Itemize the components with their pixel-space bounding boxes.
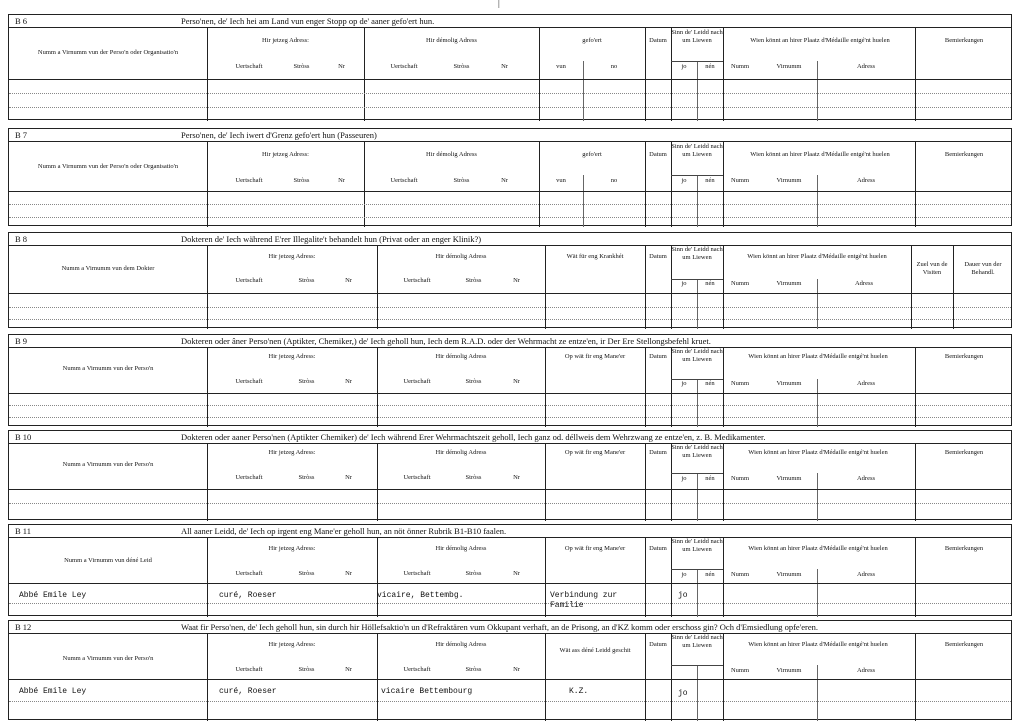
entry-wat-ass: K.Z.	[569, 687, 589, 696]
col-wien: Wien könnt an hirer Plaatz d'Médaille entgé'nt huelen	[750, 151, 890, 158]
col-wien: Wien könnt an hirer Plaatz d'Médaille entgé'nt huelen	[748, 545, 888, 552]
col-hir-adress: Hir jetzeg Adress:	[268, 545, 316, 552]
col-wien: Wien könnt an hirer Plaatz d'Médaille entgé'nt huelen	[750, 37, 890, 44]
col-name: Numm a Virnumm vun der Perso'n	[62, 655, 154, 662]
col-name: Numm a Virnumm vun der Perso'n	[62, 365, 154, 372]
col-hir-demolig: Hir démolig Adress	[426, 37, 477, 44]
section-code: B 9	[15, 336, 28, 346]
col-maneier: Op wät fir eng Mane'er	[564, 353, 626, 360]
col-vun: vun	[556, 63, 566, 70]
col-virnumm: Virnumm	[776, 63, 802, 70]
col-uertschaft: Uertschaft	[235, 666, 263, 673]
col-uertschaft: Uertschaft	[403, 378, 431, 385]
entry-name: Abbé Emile Ley	[19, 591, 87, 600]
entry-jo: jo	[678, 689, 688, 698]
col-adress: Adress	[856, 63, 876, 70]
col-nr: Nr	[338, 177, 345, 184]
col-hir-demolig: Hir démolig Adress	[435, 253, 487, 260]
col-adress: Adress	[856, 571, 876, 578]
section-code: B 8	[15, 234, 28, 244]
col-adress: Adress	[854, 280, 874, 287]
section-bar	[9, 525, 1011, 538]
col-sinn: Sinn de' Leidd nach um Liewen	[671, 348, 723, 363]
col-hir-demolig: Hir démolig Adress	[426, 151, 477, 158]
col-numm: Numm	[730, 475, 750, 482]
col-adress: Adress	[856, 380, 876, 387]
entry-jo: jo	[678, 591, 688, 600]
col-numm: Numm	[730, 63, 750, 70]
col-uertschaft: Uertschaft	[235, 378, 263, 385]
section-title: Dokteren de' Iech während E'rer Illegalite't behandelt hun (Privat oder an enger Klinik?)	[181, 234, 482, 244]
section-code: B 12	[15, 622, 32, 632]
col-numm: Numm	[730, 177, 750, 184]
col-adress: Adress	[856, 475, 876, 482]
col-nen: nén	[705, 63, 715, 70]
col-nr: Nr	[513, 570, 520, 577]
col-uertschaft: Uertschaft	[235, 570, 263, 577]
col-adress: Adress	[856, 177, 876, 184]
col-uertschaft: Uertschaft	[235, 177, 263, 184]
col-virnumm: Virnumm	[776, 475, 802, 482]
col-datum: Datum	[649, 37, 667, 44]
col-hir-adress: Hir jetzeg Adress:	[268, 641, 316, 648]
col-jo: jo	[681, 177, 687, 184]
col-nr: Nr	[513, 378, 520, 385]
col-stross: Stròss	[465, 666, 482, 673]
col-nen: nén	[705, 280, 715, 287]
col-stross: Stròss	[298, 277, 315, 284]
col-sinn: Sinn de' Leidd nach um Liewen	[671, 634, 723, 649]
col-hir-adress: Hir jetzeg Adress:	[268, 253, 316, 260]
col-hir-adress: Hir jetzeg Adress:	[268, 449, 316, 456]
section-title: Perso'nen, de' Iech hei am Land vun enger Stopp op de' aaner gefo'ert hun.	[181, 16, 435, 26]
col-name: Numm a Virnumm vun der Perso'n oder Organisatio'n	[37, 49, 179, 56]
entry-hir-demolig: vicaire, Bettembg.	[377, 591, 464, 600]
col-wien: Wien könnt an hirer Plaatz d'Médaille entgé'nt huelen	[748, 449, 888, 456]
col-bemierkungen: Bemierkungen	[944, 353, 984, 360]
col-virnumm: Virnumm	[776, 380, 802, 387]
section-bar	[9, 335, 1011, 348]
section-title: Dokteren oder aaner Perso'nen (Aptikter Chemiker) de' Iech während Erer Wehrmachtszeit geholl, Iech ganz od. déllweis dem Wehrzwang ze entze'en, z. B. Medikamenter.	[181, 432, 766, 442]
section-b7	[8, 128, 1012, 226]
col-wien: Wien könnt an hirer Plaatz d'Médaille entgé'nt huelen	[748, 641, 888, 648]
col-bemierkungen: Bemierkungen	[944, 545, 984, 552]
col-jo: jo	[681, 63, 687, 70]
col-no: no	[610, 63, 618, 70]
col-nen: nén	[705, 177, 715, 184]
col-sinn: Sinn de' Leidd nach um Liewen	[671, 246, 723, 261]
col-uertschaft: Uertschaft	[390, 63, 418, 70]
col-name: Numm a Virnumm vun dem Dokter	[61, 265, 155, 272]
col-stross: Stròss	[465, 570, 482, 577]
col-nen: nén	[705, 571, 715, 578]
col-uertschaft: Uertschaft	[235, 277, 263, 284]
section-title: Dokteren oder âner Perso'nen (Aptikter, Chemiker,) de' Iech geholl hun, Iech dem R.A.D. oder der Wehrmacht ze entze'en, ir Der Ere Stellongsbefehl kruet.	[181, 336, 711, 346]
entry-hir-demolig: vicaire Bettembourg	[381, 687, 473, 696]
col-uertschaft: Uertschaft	[403, 666, 431, 673]
section-code: B 7	[15, 130, 28, 140]
col-jo: jo	[681, 280, 687, 287]
col-datum: Datum	[649, 353, 667, 360]
col-krankhet: Wät für eng Krankhét	[566, 253, 624, 260]
section-bar	[9, 431, 1011, 444]
col-nen: nén	[705, 380, 715, 387]
col-bemierkungen: Bemierkungen	[944, 151, 984, 158]
col-hir-demolig: Hir démolig Adress	[435, 449, 487, 456]
col-stross: Stròss	[465, 378, 482, 385]
col-stross: Stròss	[465, 277, 482, 284]
col-datum: Datum	[649, 545, 667, 552]
col-nr: Nr	[345, 277, 352, 284]
col-datum: Datum	[649, 641, 667, 648]
col-datum: Datum	[649, 449, 667, 456]
col-stross: Stròss	[465, 474, 482, 481]
entry-name: Abbé Emile Ley	[19, 687, 87, 696]
col-jo: jo	[681, 571, 687, 578]
col-nr: Nr	[501, 63, 508, 70]
col-vun: vun	[556, 177, 566, 184]
section-title: Waat fir Perso'nen, de' Iech geholl hun, sin durch hir Höllefsaktio'n un d'Refraktären vum Okkupant verhaft, an de Prisong, an d'KZ komm oder erschoss gin? Och d'Emsiedlung opfe'eren.	[181, 622, 818, 632]
col-nr: Nr	[513, 666, 520, 673]
col-uertschaft: Uertschaft	[403, 474, 431, 481]
col-numm: Numm	[730, 667, 750, 674]
col-bemierkungen: Bemierkungen	[944, 37, 984, 44]
col-stross: Stròss	[298, 378, 315, 385]
col-name: Numm a Virnumm vun der Perso'n oder Organisatio'n	[37, 163, 179, 170]
col-hir-adress: Hir jetzeg Adress:	[262, 37, 309, 44]
section-b9	[8, 334, 1012, 426]
col-datum: Datum	[649, 253, 667, 260]
col-stross: Stròss	[453, 177, 470, 184]
col-hir-demolig: Hir démolig Adress	[435, 545, 487, 552]
col-nr: Nr	[345, 378, 352, 385]
col-stross: Stròss	[298, 570, 315, 577]
col-nr: Nr	[338, 63, 345, 70]
col-uertschaft: Uertschaft	[390, 177, 418, 184]
col-sinn: Sinn de' Leidd nach um Liewen	[671, 143, 723, 158]
col-stross: Stròss	[298, 666, 315, 673]
section-bar	[9, 233, 1011, 246]
col-nr: Nr	[513, 474, 520, 481]
col-no: no	[610, 177, 618, 184]
col-virnumm: Virnumm	[776, 667, 802, 674]
col-stross: Stròss	[298, 474, 315, 481]
col-stross: Stròss	[293, 63, 310, 70]
col-sinn: Sinn de' Leidd nach um Liewen	[671, 444, 723, 459]
col-jo: jo	[681, 380, 687, 387]
section-bar	[9, 621, 1011, 634]
col-nen: nén	[705, 475, 715, 482]
col-hir-demolig: Hir démolig Adress	[435, 641, 487, 648]
col-wien: Wien könnt an hirer Plaatz d'Médaille entgé'nt huelen	[748, 353, 888, 360]
col-maneier: Op wät fir eng Mane'er	[564, 449, 626, 456]
col-name: Numm a Virnumm vun der Perso'n	[62, 461, 154, 468]
col-gefoert: gefo'ert	[582, 151, 602, 158]
col-jo: jo	[681, 475, 687, 482]
col-numm: Numm	[730, 571, 750, 578]
col-zuel: Zuel vun de Visiten	[916, 261, 948, 276]
section-b12	[8, 620, 1012, 720]
section-title: All aaner Leidd, de' Iech op irgent eng Mane'er geholl hun, an nöt önner Rubrik B1-B10 faalen.	[181, 526, 507, 536]
section-title: Perso'nen, de' Iech iwert d'Grenz gefo'ert hun (Passeuren)	[181, 130, 377, 140]
col-wat-ass: Wät ass déné Leidd geschit	[559, 647, 631, 654]
col-hir-demolig: Hir démolig Adress	[435, 353, 487, 360]
col-uertschaft: Uertschaft	[235, 474, 263, 481]
col-name: Numm a Virnumm vun déné Leid	[64, 557, 152, 564]
col-nr: Nr	[345, 474, 352, 481]
section-code: B 11	[15, 526, 31, 536]
col-uertschaft: Uertschaft	[235, 63, 263, 70]
col-uertschaft: Uertschaft	[403, 277, 431, 284]
col-nr: Nr	[345, 570, 352, 577]
col-bemierkungen: Bemierkungen	[944, 449, 984, 456]
col-hir-adress: Hir jetzeg Adress:	[268, 353, 316, 360]
col-adress: Adress	[856, 667, 876, 674]
col-virnumm: Virnumm	[776, 177, 802, 184]
section-code: B 10	[15, 432, 32, 442]
col-gefoert: gefo'ert	[582, 37, 602, 44]
col-hir-adress: Hir jetzeg Adress:	[262, 151, 309, 158]
col-wien: Wien könnt an hirer Plaatz d'Médaille entgé'nt huelen	[747, 253, 887, 260]
col-nr: Nr	[513, 277, 520, 284]
section-bar	[9, 15, 1011, 28]
col-virnumm: Virnumm	[776, 571, 802, 578]
col-dauer: Dauer vun der Behandl.	[964, 261, 1002, 276]
col-nr: Nr	[345, 666, 352, 673]
col-stross: Stròss	[453, 63, 470, 70]
col-numm: Numm	[730, 380, 750, 387]
page-mark: |	[498, 0, 500, 8]
entry-hir-adress: curé, Roeser	[219, 687, 277, 696]
col-numm: Numm	[730, 280, 750, 287]
section-b6	[8, 14, 1012, 120]
col-virnumm: Virnumm	[776, 280, 802, 287]
section-bar	[9, 129, 1011, 142]
col-maneier: Op wät fir eng Mane'er	[564, 545, 626, 552]
col-datum: Datum	[649, 151, 667, 158]
section-b8	[8, 232, 1012, 328]
section-b10	[8, 430, 1012, 520]
entry-hir-adress: curé, Roeser	[219, 591, 277, 600]
section-code: B 6	[15, 16, 28, 26]
entry-maneier: Verbindung zur Familie	[550, 591, 618, 610]
col-stross: Stròss	[293, 177, 310, 184]
section-b11	[8, 524, 1012, 616]
col-bemierkungen: Bemierkungen	[944, 641, 984, 648]
col-sinn: Sinn de' Leidd nach um Liewen	[671, 29, 723, 44]
col-nr: Nr	[501, 177, 508, 184]
col-sinn: Sinn de' Leidd nach um Liewen	[671, 538, 723, 553]
col-uertschaft: Uertschaft	[403, 570, 431, 577]
